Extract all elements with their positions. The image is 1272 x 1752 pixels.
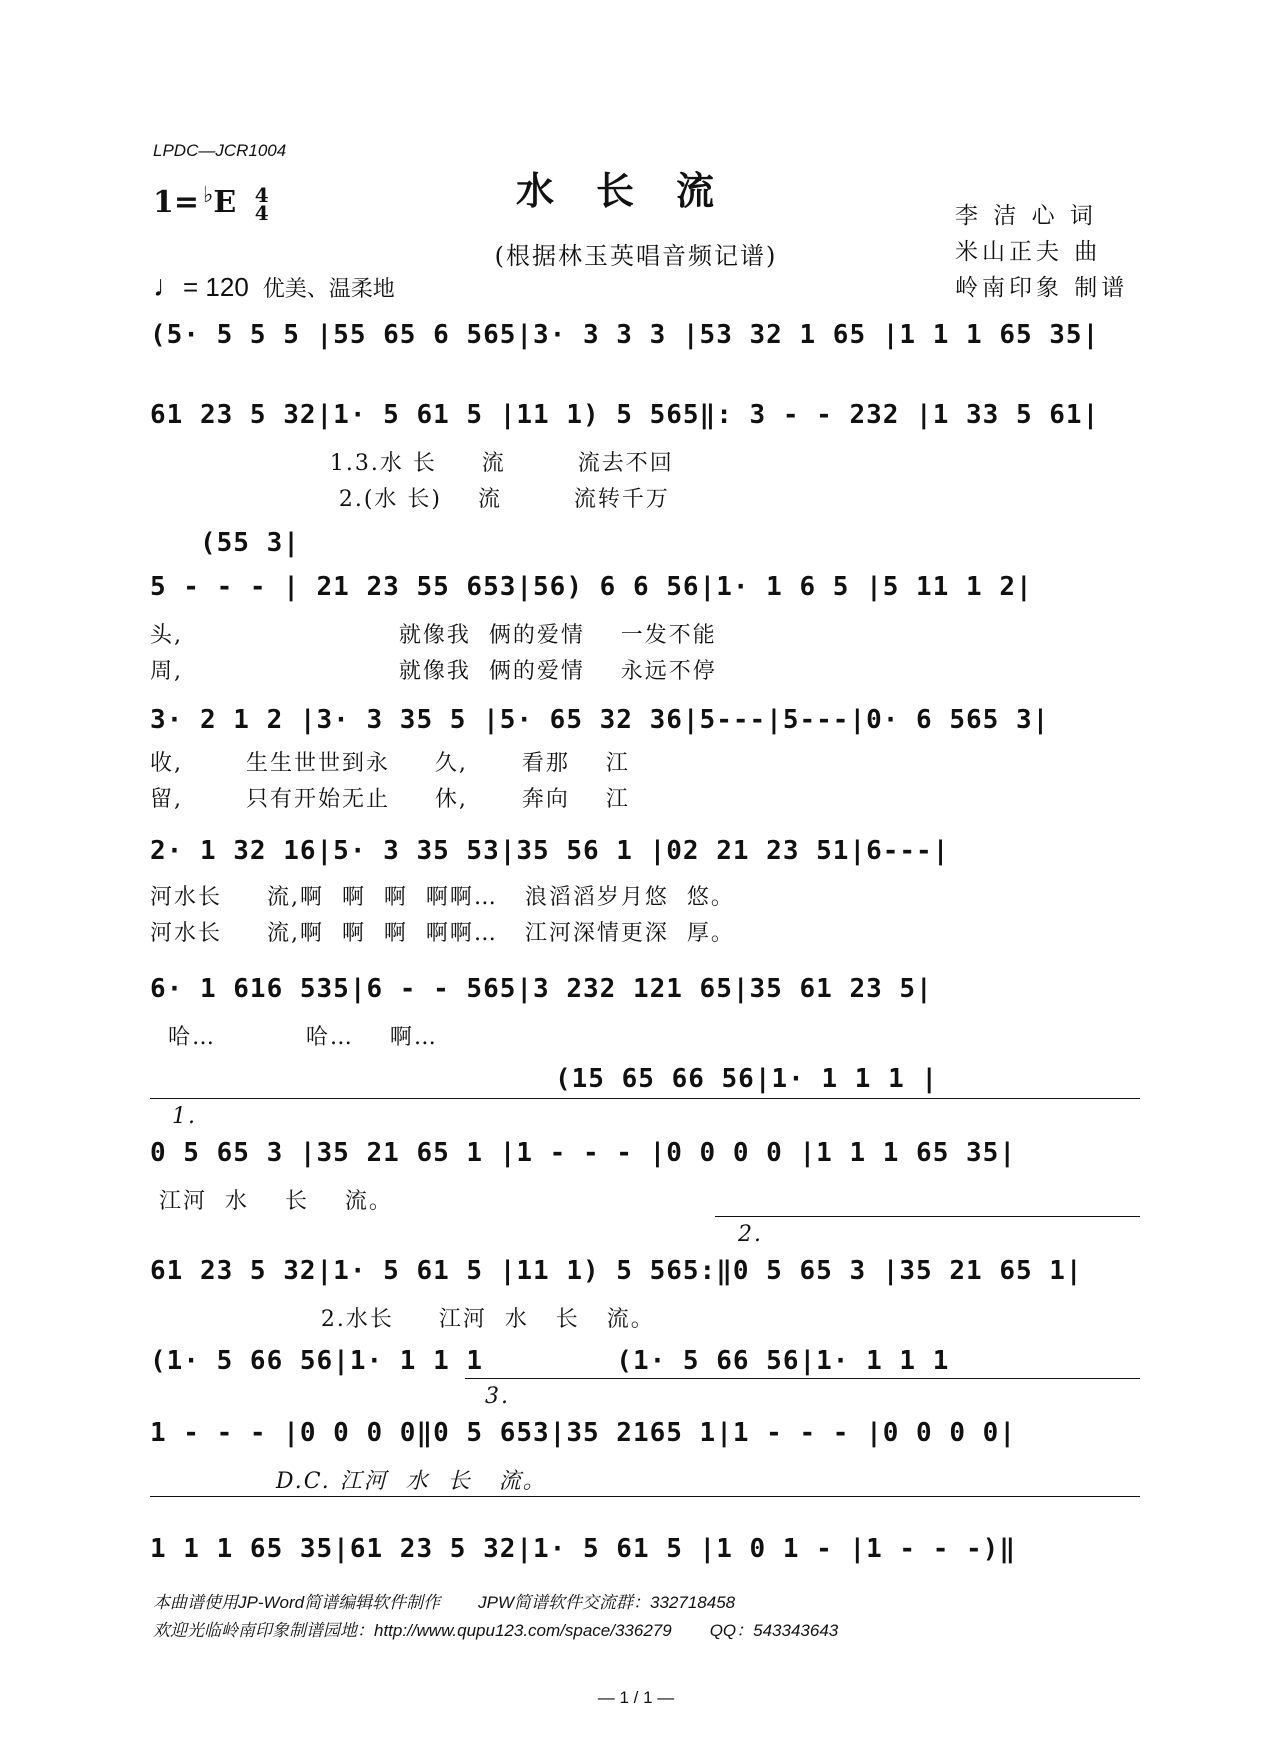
score-code: LPDC—JCR1004 [153, 141, 287, 160]
song-subtitle: (根据林玉英唱音频记谱) [494, 242, 778, 270]
lyric-row-7: 2.水长 江河 水 长 流。 [150, 1307, 655, 1332]
footer-site: 欢迎光临岭南印象制谱园地：http://www.qupu123.com/space/336279 [153, 1621, 672, 1640]
lyric-row-1b: 2.(水 长) 流 流转千万 [150, 487, 670, 512]
volta-bracket-2 [715, 1216, 1140, 1217]
score-row-10-small: (1· 5 66 56|1· 1 1 1 (1· 5 66 56|1· 1 1 1 [150, 1346, 950, 1376]
volta-3-label: 3. [485, 1384, 510, 1409]
lyric-row-5: 哈… 哈… 啊… [150, 1025, 438, 1050]
volta-bracket-1 [150, 1098, 1140, 1099]
score-row-3-small: (55 3| [200, 528, 300, 558]
lyricist: 李 洁 心 词 [955, 203, 1097, 229]
key-note: E [213, 185, 237, 220]
score-row-12: 1 1 1 65 35|61 23 5 32|1· 5 61 5 |1 0 1 - |1 - - -)‖ [150, 1534, 1016, 1564]
arranger: 岭南印象 制谱 [955, 275, 1129, 301]
lyric-row-4b: 河水长 流,啊 啊 啊 啊啊… 江河深情更深 厚。 [150, 921, 735, 946]
time-signature [254, 183, 269, 225]
coda-rule [150, 1496, 1140, 1497]
lyric-row-3b: 留, 只有开始无止 休, 奔向 江 [150, 787, 630, 812]
quarter-note-icon: ♩ [153, 270, 183, 303]
score-row-7-small: (15 65 66 56|1· 1 1 1 | [555, 1064, 939, 1094]
meter-top: 4 [254, 183, 269, 207]
volta-1-label: 1. [172, 1104, 197, 1129]
lyric-row-2b: 周, 就像我 俩的爱情 永远不停 [150, 659, 717, 684]
volta-bracket-3 [465, 1378, 1140, 1379]
credits [955, 198, 1128, 306]
lyric-row-2a: 头, 就像我 俩的爱情 一发不能 [150, 623, 717, 648]
key-prefix: 1= [153, 185, 200, 220]
tempo-value: = 120 [183, 272, 249, 302]
page-number: — 1 / 1 — [597, 1688, 675, 1707]
volta-2-label: 2. [738, 1222, 763, 1247]
score-row-5: 2· 1 32 16|5· 3 35 53|35 56 1 |02 21 23 51|6---| [150, 836, 950, 866]
meter-bottom: 4 [254, 201, 269, 225]
score-row-6: 6· 1 616 535|6 - - 565|3 232 121 65|35 61 23 5| [150, 974, 933, 1004]
score-row-3: 5 - - - | 21 23 55 653|56) 6 6 56|1· 1 6 5 |5 11 1 2| [150, 572, 1033, 602]
song-title: 水长流 [515, 168, 756, 213]
footer-line-1 [153, 1588, 773, 1613]
score-row-1: (5· 5 5 5 |55 65 6 565|3· 3 3 3 |53 32 1 65 |1 1 1 65 35| [150, 320, 1100, 350]
score-row-11: 1 - - - |0 0 0 0‖0 5 653|35 2165 1|1 - - - |0 0 0 0| [150, 1418, 1016, 1448]
lyric-row-6: 江河 水 长 流。 [150, 1189, 393, 1214]
footer-line-2 [153, 1616, 876, 1641]
flat-icon: ♭ [203, 182, 214, 208]
footer-qq: QQ：543343643 [709, 1621, 839, 1640]
footer-software: 本曲谱使用JP-Word简谱编辑软件制作 [153, 1593, 441, 1612]
tempo-marking [153, 270, 395, 304]
key-signature [153, 182, 269, 225]
score-row-9: 61 23 5 32|1· 5 61 5 |11 1) 5 565:‖0 5 65 3 |35 21 65 1| [150, 1256, 1083, 1286]
score-row-4: 3· 2 1 2 |3· 3 35 5 |5· 65 32 36|5---|5---|0· 6 565 3| [150, 705, 1050, 735]
tempo-mood: 优美、温柔地 [262, 276, 395, 301]
footer-group: JPW简谱软件交流群：332718458 [478, 1593, 736, 1612]
score-row-2: 61 23 5 32|1· 5 61 5 |11 1) 5 565‖: 3 - - 232 |1 33 5 61| [150, 400, 1100, 430]
composer: 米山正夫 曲 [955, 239, 1102, 265]
lyric-row-3a: 收, 生生世世到永 久, 看那 江 [150, 751, 630, 776]
lyric-row-4a: 河水长 流,啊 啊 啊 啊啊… 浪滔滔岁月悠 悠。 [150, 885, 735, 910]
lyric-row-1a: 1.3.水 长 流 流去不回 [150, 451, 674, 476]
lyric-row-8: D.C. 江河 水 长 流。 [150, 1469, 547, 1494]
score-row-8: 0 5 65 3 |35 21 65 1 |1 - - - |0 0 0 0 |1 1 1 65 35| [150, 1138, 1016, 1168]
